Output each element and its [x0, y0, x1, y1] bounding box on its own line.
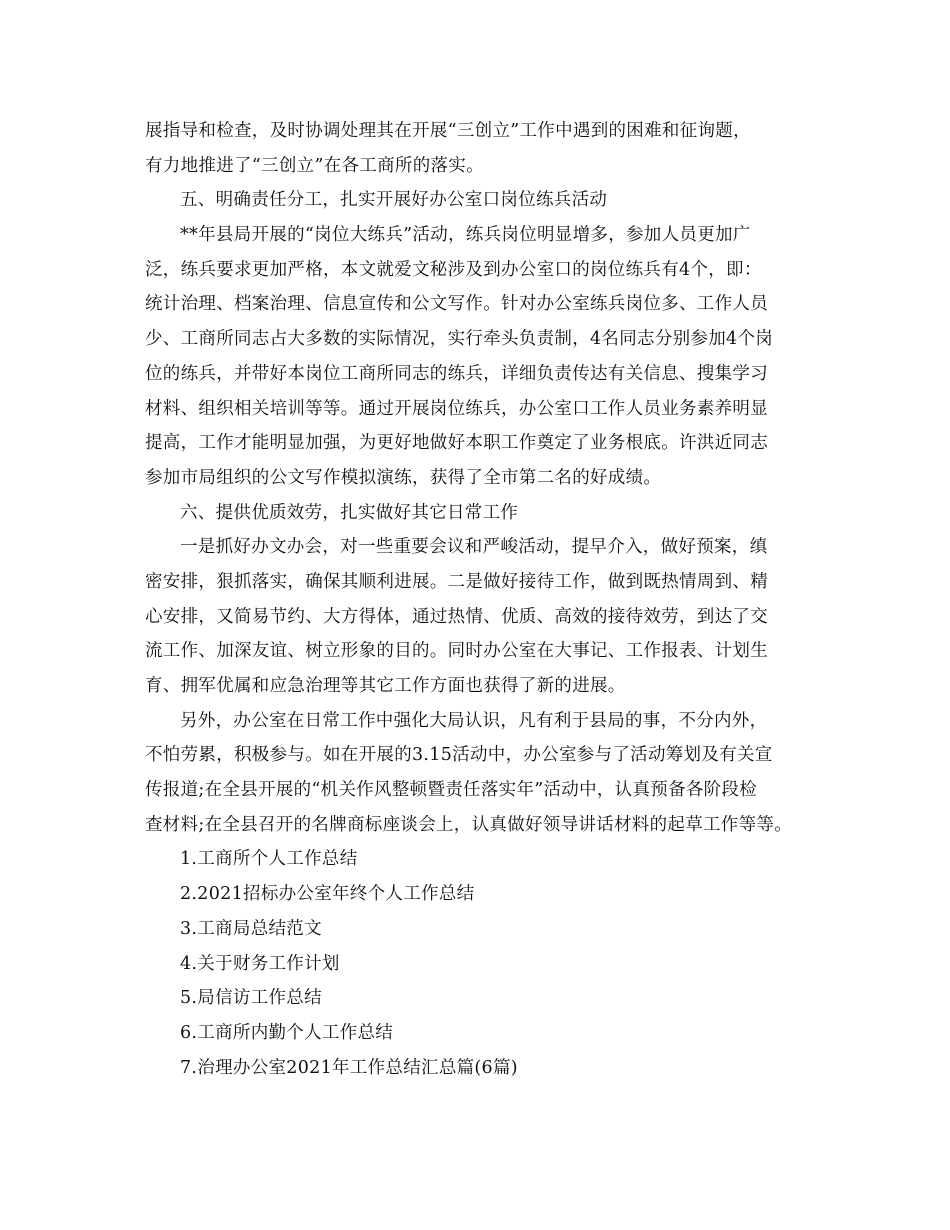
body-line: 另外，办公室在日常工作中强化大局认识，凡有利于县局的事，不分内外，: [180, 710, 768, 731]
body-line: 位的练兵，并带好本岗位工商所同志的练兵，详细负责传达有关信息、搜集学习: [145, 363, 768, 384]
body-line: 有力地推进了“三创立”在各工商所的落实。: [145, 155, 484, 176]
body-line: 少、工商所同志占大多数的实际情况，实行牵头负责制，4名同志分别参加4个岗: [145, 329, 774, 350]
body-line: 不怕劳累，积极参与。如在开展的3.15活动中，办公室参与了活动筹划及有关宣: [145, 745, 773, 766]
body-line: 育、拥军优属和应急治理等其它工作方面也获得了新的进展。: [145, 676, 626, 696]
section-heading: 五、明确责任分工，扎实开展好办公室口岗位练兵活动: [180, 190, 608, 211]
body-line: 泛，练兵要求更加严格，本文就爱文秘涉及到办公室口的岗位练兵有4个，即：: [145, 259, 762, 280]
body-line: 一是抓好办文办会，对一些重要会议和严峻活动，提早介入，做好预案，缜: [180, 537, 768, 558]
body-line: 流工作、加深友谊、树立形象的目的。同时办公室在大事记、工作报表、计划生: [145, 641, 768, 662]
body-line: 密安排，狠抓落实，确保其顺利进展。二是做好接待工作，做到既热情周到、精: [145, 571, 768, 592]
body-line: **年县局开展的“岗位大练兵”活动，练兵岗位明显增多，参加人员更加广: [180, 225, 751, 246]
body-line: 传报道;在全县开展的“机关作风整顿暨责任落实年”活动中，认真预备各阶段检: [145, 780, 758, 801]
body-line: 查材料;在全县召开的名牌商标座谈会上，认真做好领导讲话材料的起草工作等等。: [145, 814, 792, 835]
body-line: 材料、组织相关培训等等。通过开展岗位练兵，办公室口工作人员业务素养明显: [145, 398, 768, 419]
body-line: 提高，工作才能明显加强，为更好地做好本职工作奠定了业务根底。许洪近同志: [145, 433, 768, 454]
body-line: 心安排，又简易节约、大方得体，通过热情、优质、高效的接待效劳，到达了交: [145, 606, 768, 627]
related-link[interactable]: 1.工商所个人工作总结: [180, 849, 358, 870]
section-heading: 六、提供优质效劳，扎实做好其它日常工作: [180, 502, 519, 523]
related-link[interactable]: 2.2021招标办公室年终个人工作总结: [180, 884, 475, 905]
related-link[interactable]: 3.工商局总结范文: [180, 918, 322, 939]
body-line: 展指导和检查，及时协调处理其在开展“三创立”工作中遇到的困难和征询题，: [145, 121, 751, 141]
document-body: [145, 114, 810, 1085]
related-link[interactable]: 4.关于财务工作计划: [180, 953, 340, 974]
related-link[interactable]: 5.局信访工作总结: [180, 988, 322, 1009]
body-line: 统计治理、档案治理、信息宣传和公文写作。针对办公室练兵岗位多、工作人员: [145, 294, 768, 315]
body-line: 参加市局组织的公文写作模拟演练，获得了全市第二名的好成绩。: [145, 467, 662, 488]
related-link[interactable]: 6.工商所内勤个人工作总结: [180, 1022, 394, 1043]
related-link[interactable]: 7.治理办公室2021年工作总结汇总篇(6篇): [180, 1057, 518, 1078]
